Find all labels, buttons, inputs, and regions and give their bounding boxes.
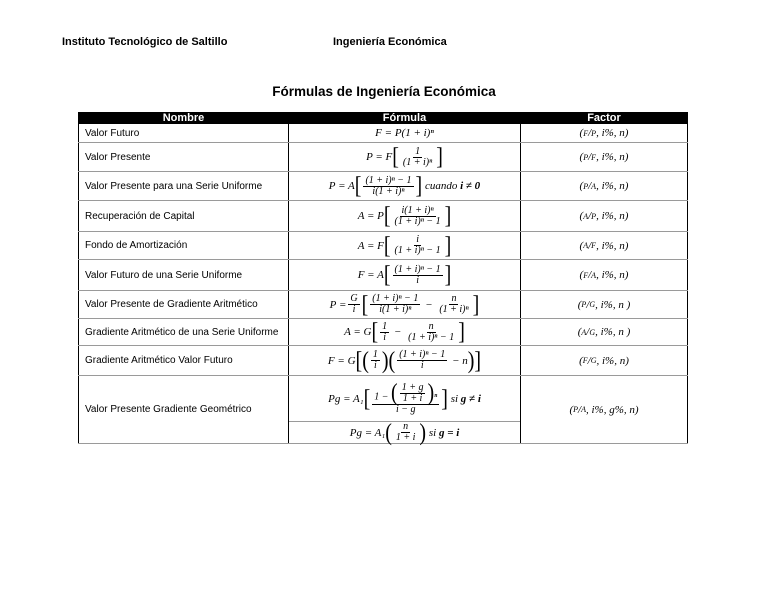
formula (357, 261, 452, 289)
math-text: 1 + i (402, 392, 423, 404)
factor-rest: , i%, n ) (595, 326, 631, 338)
factor-notation (569, 404, 638, 416)
factor-bottom: F (591, 241, 597, 250)
fraction (394, 422, 418, 443)
factor-rest: , i%, n) (596, 269, 629, 281)
math-text: (1 + i)ⁿ (402, 156, 433, 168)
factor-top: F (583, 270, 589, 280)
math-text: (1 + i)ⁿ − 1 (394, 215, 441, 227)
bracket-group (383, 202, 452, 230)
factor-slash: / (588, 210, 592, 222)
denominator (414, 276, 421, 286)
row-formula (288, 319, 520, 345)
factor-open: ( (579, 210, 584, 222)
denominator (437, 305, 470, 315)
factor-slash: / (578, 403, 582, 416)
factor-notation (580, 180, 629, 192)
row-formula (288, 346, 520, 375)
bracket-open: ( (391, 379, 398, 407)
math-text: i (420, 360, 424, 371)
row-name: Valor Futuro (78, 124, 288, 142)
factor-slash: / (588, 151, 592, 163)
factor-rest: , i%, n) (596, 180, 629, 192)
factor-notation (579, 355, 629, 367)
row-name: Valor Presente de Gradiente Aritmético (78, 291, 288, 318)
denominator (419, 361, 426, 371)
bracket-close: ] (444, 261, 452, 289)
math-text: P = (329, 298, 347, 311)
factor-bottom: P (591, 128, 597, 138)
math-text: 1 − (374, 391, 392, 402)
bracket-open: ( (388, 347, 396, 374)
math-text: i (416, 234, 419, 245)
bracket-open: [ (383, 202, 391, 230)
factor-open: ( (579, 127, 584, 139)
math-text: (1 + i)ⁿ (439, 304, 469, 315)
fraction (393, 206, 443, 227)
bracket-close: ] (415, 172, 423, 200)
factor-rest: , i%, n) (596, 127, 629, 139)
row-factor (520, 260, 688, 290)
math-text: n (451, 293, 457, 304)
row-factor (520, 201, 688, 231)
factor-open: ( (579, 180, 584, 192)
math-text: 1 (415, 145, 421, 157)
formula (327, 347, 482, 374)
bracket-open: [ (371, 318, 379, 346)
fraction (393, 265, 443, 286)
bracket-group (361, 291, 480, 318)
factor-top: P (581, 300, 587, 309)
table-row (78, 376, 688, 444)
factor-rest: , i%, n ) (595, 298, 631, 311)
bracket-open: ( (362, 347, 369, 374)
factor-rest: , i%, n) (596, 239, 629, 252)
institution-header: Instituto Tecnológico de Saltillo (62, 36, 228, 48)
bracket-group (362, 347, 389, 374)
factor-open: ( (569, 403, 574, 416)
denominator (401, 394, 425, 404)
denominator (393, 217, 443, 227)
math-text: ⁿ (434, 391, 438, 402)
factor-notation (578, 326, 631, 338)
row-name: Valor Futuro de una Serie Uniforme (78, 260, 288, 290)
math-text: 1 + g (401, 381, 424, 393)
factor-notation (580, 127, 629, 139)
formula (328, 172, 481, 200)
row-name: Valor Presente Gradiente Geométrico (78, 376, 288, 443)
table-row (78, 143, 688, 172)
bracket-close: ] (444, 202, 452, 230)
math-text: i (373, 360, 377, 371)
factor-notation (580, 151, 629, 163)
row-factor (520, 376, 688, 443)
formula (329, 291, 480, 318)
denominator (394, 433, 418, 443)
factor-notation (580, 240, 629, 252)
row-name: Gradiente Aritmético Valor Futuro (78, 346, 288, 375)
math-text: A = P (357, 210, 384, 222)
formula (357, 232, 452, 259)
factor-slash: / (586, 298, 590, 311)
factor-bottom: A (591, 181, 597, 191)
fraction (401, 147, 434, 168)
table-row (78, 201, 688, 232)
bracket-group (392, 143, 443, 171)
denominator (401, 158, 434, 168)
row-formula (288, 201, 520, 231)
bracket-close: ) (419, 419, 427, 446)
formula-geometric-unequal (328, 379, 481, 415)
bracket-open: [ (355, 347, 363, 374)
row-formula (288, 232, 520, 259)
fraction (370, 294, 420, 315)
math-text: Pg = A₁ (349, 426, 386, 439)
fraction (372, 379, 439, 415)
math-condition: g ≠ i (460, 392, 481, 405)
row-name: Fondo de Amortización (78, 232, 288, 259)
formula (366, 143, 443, 171)
factor-notation (580, 269, 629, 281)
bracket-close: ] (444, 232, 452, 259)
row-factor (520, 346, 688, 375)
math-text: n (403, 421, 409, 432)
row-name: Valor Presente (78, 143, 288, 171)
math-text: (1 + i)ⁿ − 1 (408, 331, 455, 343)
math-text: F = A (357, 269, 384, 281)
row-formula (288, 376, 520, 446)
table-row (78, 291, 688, 319)
bracket-open: [ (392, 143, 399, 171)
math-text: si (447, 392, 461, 405)
factor-top: P (573, 405, 579, 414)
denominator (370, 187, 406, 197)
row-factor (520, 319, 688, 345)
math-text: 1 (382, 320, 388, 332)
factor-notation (578, 299, 631, 311)
row-factor (520, 232, 688, 259)
factor-open: ( (579, 151, 584, 163)
bracket-open: ( (385, 419, 392, 446)
factor-open: ( (577, 326, 582, 338)
table-row (78, 346, 688, 376)
bracket-group (383, 232, 452, 259)
math-text: i(1 + i)ⁿ (372, 185, 405, 197)
fraction (393, 235, 443, 256)
factor-open: ( (579, 354, 583, 367)
math-text: Pg = A₁ (328, 392, 364, 405)
math-text: (1 + i)ⁿ − 1 (394, 245, 441, 256)
bracket-close: ] (474, 347, 482, 374)
factor-slash: / (588, 127, 592, 139)
bracket-group (385, 419, 427, 446)
bracket-close: ] (441, 385, 448, 412)
bracket-close: ) (467, 347, 475, 374)
factor-bottom: F (591, 152, 597, 162)
factor-bottom: G (589, 300, 596, 309)
math-text: n (428, 320, 434, 332)
column-header-formula: Fórmula (288, 112, 520, 124)
denominator (372, 361, 379, 371)
formula-table (78, 112, 688, 444)
bracket-close: ) (381, 347, 389, 374)
factor-top: F (583, 128, 589, 138)
factor-top: P (583, 181, 589, 191)
table-row (78, 124, 688, 143)
math-text: (1 + i)ⁿ − 1 (399, 349, 446, 360)
factor-bottom: G (590, 356, 597, 365)
row-factor (520, 172, 688, 200)
table-header (78, 112, 688, 124)
bracket-open: [ (354, 172, 362, 200)
column-header-name: Nombre (78, 112, 288, 124)
bracket-group (355, 347, 482, 374)
table-row (78, 260, 688, 291)
row-factor (520, 124, 688, 142)
factor-notation (580, 210, 629, 222)
math-text: i(1 + i)ⁿ (401, 204, 434, 216)
formula (375, 127, 434, 139)
row-name: Gradiente Aritmético de una Serie Uniforme (78, 319, 288, 345)
bracket-group (388, 347, 475, 374)
factor-slash: / (586, 326, 590, 338)
fraction (348, 294, 359, 315)
math-text: A = G (344, 326, 372, 338)
bracket-open: [ (383, 261, 391, 289)
math-text: 1 (372, 349, 378, 360)
factor-bottom: G (589, 327, 596, 337)
factor-rest: , i%, g%, n) (585, 403, 639, 416)
math-text: si (426, 426, 439, 439)
bracket-open: [ (383, 232, 391, 259)
denominator (406, 333, 456, 343)
math-text: i(1 + i)ⁿ (379, 304, 412, 315)
factor-bottom: P (591, 211, 597, 221)
factor-rest: , i%, n) (596, 354, 629, 367)
factor-bottom: A (591, 270, 597, 280)
factor-open: ( (577, 298, 582, 311)
factor-slash: / (588, 180, 592, 192)
bracket-open: [ (361, 291, 369, 318)
factor-open: ( (579, 239, 584, 252)
factor-slash: / (588, 269, 592, 281)
factor-top: P (583, 152, 589, 162)
fraction (400, 383, 426, 404)
factor-top: A (583, 211, 589, 221)
row-formula (288, 172, 520, 200)
denominator (377, 305, 413, 315)
math-text: P = A (328, 180, 355, 192)
denominator (351, 305, 358, 315)
row-name: Valor Presente para una Serie Uniforme (78, 172, 288, 200)
denominator (393, 246, 443, 256)
table-row (78, 319, 688, 346)
math-text: − (422, 298, 436, 311)
fraction (406, 322, 456, 343)
math-text: − n (449, 354, 468, 367)
math-text: P = F (366, 151, 393, 163)
row-name: Recuperación de Capital (78, 201, 288, 231)
subject-header: Ingeniería Económica (333, 36, 447, 48)
factor-top: A (581, 327, 587, 337)
math-text: F = P(1 + i)ⁿ (375, 127, 434, 139)
fraction (371, 350, 380, 371)
math-condition: g = i (438, 426, 460, 439)
fraction (380, 322, 389, 343)
bracket-close: ] (472, 291, 480, 318)
math-text: (1 + i)ⁿ − 1 (394, 263, 441, 275)
bracket-close: ) (427, 379, 435, 407)
bracket-group (383, 261, 452, 289)
math-text: (1 + i)ⁿ − 1 (372, 293, 419, 304)
bracket-group (363, 379, 448, 415)
math-text: i (352, 304, 356, 315)
math-text: cuando (422, 180, 461, 192)
bracket-close: ] (458, 318, 465, 346)
bracket-open: [ (363, 385, 371, 412)
row-formula (288, 260, 520, 290)
table-row (78, 172, 688, 201)
math-text: − (391, 326, 405, 338)
math-text: i (416, 274, 419, 286)
row-factor (520, 143, 688, 171)
row-formula (288, 124, 520, 142)
formula (344, 318, 465, 346)
row-factor (520, 291, 688, 318)
math-text: 1 + i (395, 432, 416, 443)
factor-rest: , i%, n) (596, 151, 629, 163)
page-title: Fórmulas de Ingeniería Económica (272, 84, 496, 99)
numerator (372, 379, 439, 407)
math-text: (1 + i)ⁿ − 1 (365, 174, 412, 186)
math-text: G (350, 293, 358, 304)
fraction (363, 176, 413, 197)
math-text: F = G (327, 354, 356, 367)
bracket-group (391, 379, 435, 407)
factor-top: A (583, 241, 589, 250)
row-formula (288, 291, 520, 318)
denominator (381, 333, 388, 343)
table-row (78, 232, 688, 260)
factor-slash: / (588, 239, 592, 252)
math-condition: i ≠ 0 (460, 180, 481, 192)
factor-bottom: A (581, 405, 586, 414)
formula-geometric-equal (349, 419, 460, 446)
factor-rest: , i%, n) (596, 210, 629, 222)
bracket-close: ] (436, 143, 443, 171)
fraction (437, 294, 470, 315)
fraction (397, 350, 447, 371)
math-text: A = F (357, 239, 384, 252)
bracket-group (371, 318, 465, 346)
formula (357, 202, 452, 230)
factor-open: ( (579, 269, 584, 281)
row-formula (288, 143, 520, 171)
math-text: i − g (396, 403, 416, 415)
factor-slash: / (587, 354, 591, 367)
column-header-factor: Factor (520, 112, 688, 124)
bracket-group (354, 172, 423, 200)
math-text: i (383, 331, 387, 343)
factor-top: F (582, 356, 588, 365)
